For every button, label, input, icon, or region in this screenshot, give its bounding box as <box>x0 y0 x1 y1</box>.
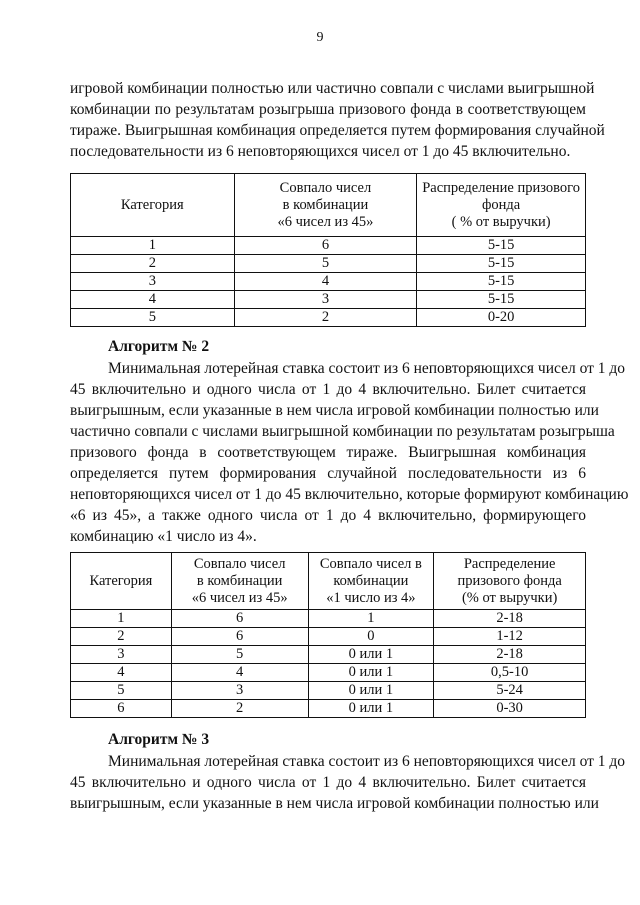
paragraph-algorithm-3 <box>70 751 626 814</box>
table-cell: 3 <box>234 291 417 309</box>
table-row <box>71 628 586 646</box>
section-heading-algorithm-2: Алгоритм № 2 <box>108 338 210 355</box>
table-cell: 1 <box>308 610 434 628</box>
paragraph-continuation <box>70 78 605 162</box>
column-header: Совпало чисел в комбинации «6 чисел из 45» <box>234 174 417 237</box>
text-line: комбинацию «1 число из 4». <box>70 528 257 545</box>
table-cell: 5 <box>71 309 235 327</box>
table-cell: 0 или 1 <box>308 664 434 682</box>
table-cell: 2 <box>71 628 172 646</box>
table-cell: 0 или 1 <box>308 682 434 700</box>
table-cell: 5-15 <box>417 237 586 255</box>
table-cell: 1 <box>71 237 235 255</box>
text-line: последовательности из 6 неповторяющихся чисел от 1 до 45 включительно. <box>70 143 571 160</box>
table-cell: 3 <box>171 682 308 700</box>
column-header: Категория <box>71 553 172 610</box>
table-cell: 4 <box>234 273 417 291</box>
table-cell: 5 <box>234 255 417 273</box>
column-header: Совпало чисел в комбинации «6 чисел из 45» <box>171 553 308 610</box>
paragraph-algorithm-2 <box>70 358 629 547</box>
text-line: неповторяющихся чисел от 1 до 45 включительно, которые формируют комбинацию <box>70 486 629 503</box>
table-cell: 2-18 <box>434 646 586 664</box>
table-cell: 3 <box>71 646 172 664</box>
table-header-row <box>71 553 586 610</box>
table-cell: 0 или 1 <box>308 646 434 664</box>
text-line: комбинации по результатам розыгрыша призового фонда в соответствующем <box>70 101 586 118</box>
table-row <box>71 273 586 291</box>
table-row <box>71 682 586 700</box>
table-cell: 5-15 <box>417 291 586 309</box>
table-cell: 4 <box>71 291 235 309</box>
text-line: определяется путем формирования случайной последовательности из 6 <box>70 465 586 482</box>
text-line: «6 из 45», а также одного числа от 1 до 4 включительно, формирующего <box>70 507 586 524</box>
text-line: частично совпали с числами выигрышной комбинации по результатам розыгрыша <box>70 423 615 440</box>
table-cell: 0-20 <box>417 309 586 327</box>
table-cell: 6 <box>171 628 308 646</box>
table-cell: 5 <box>71 682 172 700</box>
table-cell: 0 <box>308 628 434 646</box>
table-cell: 4 <box>71 664 172 682</box>
table-row <box>71 291 586 309</box>
column-header: Категория <box>71 174 235 237</box>
table-cell: 5 <box>171 646 308 664</box>
text-line: тираже. Выигрышная комбинация определяется путем формирования случайной <box>70 122 605 139</box>
table-row <box>71 309 586 327</box>
text-line: Минимальная лотерейная ставка состоит из 6 неповторяющихся чисел от 1 до <box>108 753 626 770</box>
table-row <box>71 646 586 664</box>
table-cell: 6 <box>71 700 172 718</box>
text-line: 45 включительно и одного числа от 1 до 4 включительно. Билет считается <box>70 774 586 791</box>
table-row <box>71 700 586 718</box>
table-cell: 6 <box>234 237 417 255</box>
text-line: игровой комбинации полностью или частично совпали с числами выигрышной <box>70 80 595 97</box>
table-cell: 4 <box>171 664 308 682</box>
text-line: призового фонда в соответствующем тираже. Выигрышная комбинация <box>70 444 586 461</box>
text-line: выигрышным, если указанные в нем числа игровой комбинации полностью или <box>70 402 599 419</box>
table-cell: 2 <box>234 309 417 327</box>
table-cell: 2 <box>71 255 235 273</box>
table-cell: 2-18 <box>434 610 586 628</box>
section-heading-algorithm-3: Алгоритм № 3 <box>108 731 210 748</box>
table-row <box>71 610 586 628</box>
page-number: 9 <box>316 30 324 45</box>
table-cell: 6 <box>171 610 308 628</box>
table-row <box>71 255 586 273</box>
column-header: Распределение призового фонда ( % от выручки) <box>417 174 586 237</box>
table-cell: 5-15 <box>417 255 586 273</box>
table-cell: 0,5-10 <box>434 664 586 682</box>
table-cell: 0-30 <box>434 700 586 718</box>
table-header-row <box>71 174 586 237</box>
table-cell: 0 или 1 <box>308 700 434 718</box>
text-line: 45 включительно и одного числа от 1 до 4 включительно. Билет считается <box>70 381 586 398</box>
table-cell: 5-15 <box>417 273 586 291</box>
text-line: выигрышным, если указанные в нем числа игровой комбинации полностью или <box>70 795 599 812</box>
table-cell: 3 <box>71 273 235 291</box>
column-header: Распределение призового фонда (% от выручки) <box>434 553 586 610</box>
column-header: Совпало чисел в комбинации «1 число из 4» <box>308 553 434 610</box>
prize-table-algorithm-1 <box>70 173 586 327</box>
table-row <box>71 664 586 682</box>
table-row <box>71 237 586 255</box>
table-cell: 1 <box>71 610 172 628</box>
prize-table-algorithm-2 <box>70 552 586 718</box>
text-line: Минимальная лотерейная ставка состоит из 6 неповторяющихся чисел от 1 до <box>108 360 626 377</box>
table-cell: 1-12 <box>434 628 586 646</box>
table-cell: 5-24 <box>434 682 586 700</box>
table-cell: 2 <box>171 700 308 718</box>
